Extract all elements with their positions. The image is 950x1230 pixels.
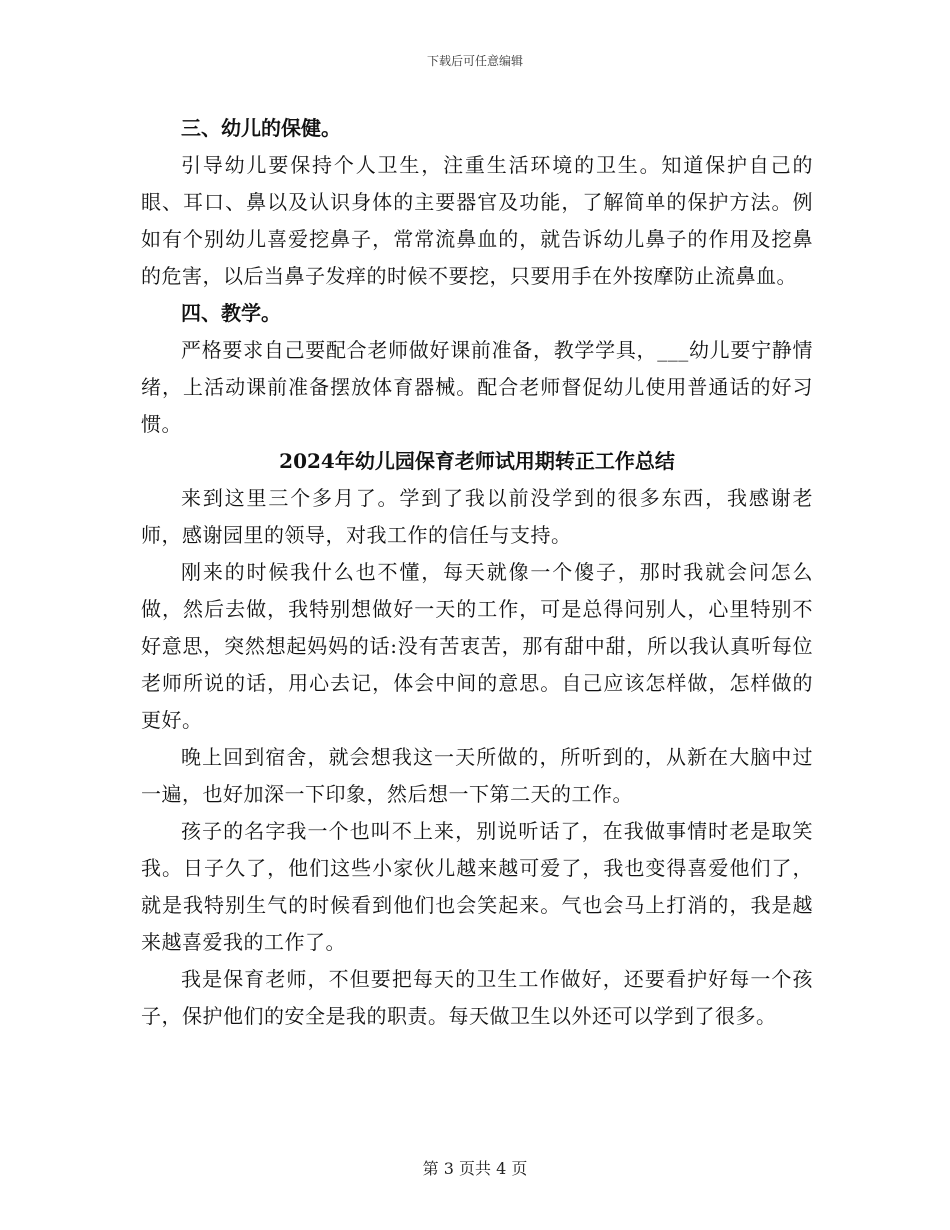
paragraph: 刚来的时候我什么也不懂，每天就像一个傻子，那时我就会问怎么做，然后去做，我特别想做好一天的工作，可是总得问别人，心里特别不好意思，突然想起妈妈的话:没有苦衷苦，那有甜中甜，所以我认真听每位老师所说的话，用心去记，体会中间的意思。自己应该怎样做，怎样做的更好。 — [141, 560, 813, 732]
paragraph: 我是保育老师，不但要把每天的卫生工作做好，还要看护好每一个孩子，保护他们的安全是我的职责。每天做卫生以外还可以学到了很多。 — [141, 967, 813, 1028]
paragraph: 晚上回到宿舍，就会想我这一天所做的，所听到的，从新在大脑中过一遍，也好加深一下印象，然后想一下第二天的工作。 — [141, 745, 813, 806]
section-heading-health: 三、幼儿的保健。 — [181, 116, 341, 140]
paragraph: 严格要求自己要配合老师做好课前准备，教学学具，___幼儿要宁静情绪，上活动课前准备摆放体育器械。配合老师督促幼儿使用普通话的好习惯。 — [141, 338, 813, 436]
page-header: 下载后可任意编辑 — [426, 54, 523, 68]
paragraph: 来到这里三个多月了。学到了我以前没学到的很多东西，我感谢老师，感谢园里的领导，对我工作的信任与支持。 — [141, 486, 813, 547]
paragraph: 引导幼儿要保持个人卫生，注重生活环境的卫生。知道保护自己的眼、耳口、鼻以及认识身体的主要器官及功能，了解简单的保护方法。例如有个别幼儿喜爱挖鼻子，常常流鼻血的，就告诉幼儿鼻子的作用及挖鼻的危害，以后当鼻子发痒的时候不要挖，只要用手在外按摩防止流鼻血。 — [141, 153, 813, 288]
document-body — [141, 110, 813, 1035]
page-footer: 第 3 页共 4 页 — [422, 1159, 528, 1178]
section-heading-teaching: 四、教学。 — [181, 301, 281, 325]
article-title: 2024年幼儿园保育老师试用期转正工作总结 — [279, 449, 675, 473]
paragraph: 孩子的名字我一个也叫不上来，别说听话了，在我做事情时老是取笑我。日子久了，他们这些小家伙儿越来越可爱了，我也变得喜爱他们了，就是我特别生气的时候看到他们也会笑起来。气也会马上打消的，我是越来越喜爱我的工作了。 — [141, 819, 813, 954]
